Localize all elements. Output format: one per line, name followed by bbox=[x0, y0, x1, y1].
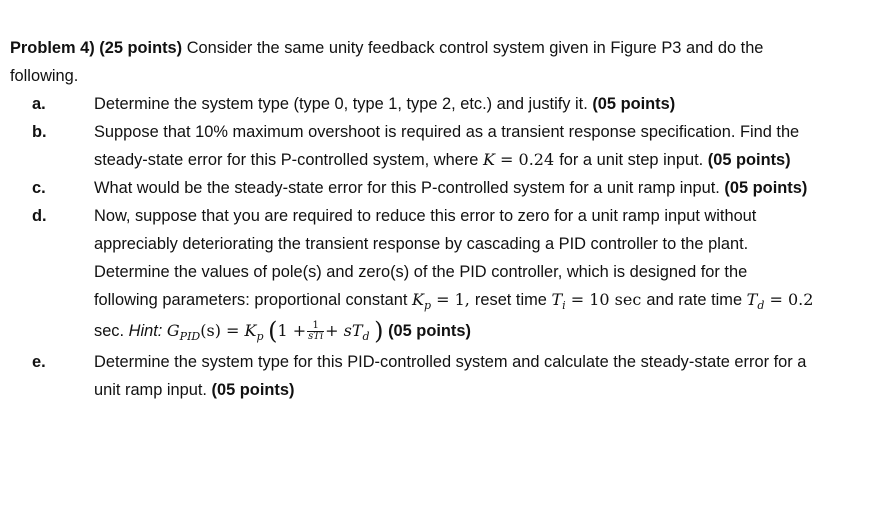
math-ti-sub: i bbox=[562, 299, 566, 312]
item-b-text-post: for a unit step input. bbox=[559, 151, 704, 169]
math-ti-value: = 10 sec bbox=[565, 290, 647, 309]
math-g-arg: (s) = bbox=[200, 321, 245, 340]
math-td: T bbox=[746, 290, 758, 309]
problem-intro-line-1 bbox=[10, 34, 882, 62]
sub-question-d bbox=[32, 202, 882, 348]
math-kp-sub: p bbox=[423, 299, 431, 312]
hint-label: Hint: bbox=[128, 322, 163, 340]
item-letter-b: b. bbox=[32, 123, 47, 141]
item-d-line-3: Determine the values of pole(s) and zero(s) of the PID controller, which is designed for the bbox=[94, 263, 748, 281]
item-d-text-a: following parameters: proportional constant bbox=[94, 291, 408, 309]
problem-intro-text: Consider the same unity feedback control system given in Figure P3 and do the bbox=[186, 39, 764, 57]
item-letter-d: d. bbox=[32, 207, 47, 225]
sub-question-c bbox=[32, 174, 882, 202]
item-d-line-2: appreciably deteriorating the transient response by cascading a PID controller to the plant. bbox=[94, 235, 749, 253]
item-d-sec: sec. bbox=[94, 322, 125, 340]
math-ti: T bbox=[551, 290, 563, 309]
item-a-points: (05 points) bbox=[592, 95, 676, 113]
item-body-c bbox=[94, 174, 882, 202]
item-a-text: Determine the system type (type 0, type 1, type 2, etc.) and justify it. bbox=[94, 95, 588, 113]
sub-question-e bbox=[32, 348, 882, 404]
item-body-e bbox=[94, 348, 882, 404]
math-fraction bbox=[307, 321, 324, 342]
fraction-numerator: 1 bbox=[307, 321, 324, 332]
item-d-text-b: reset time bbox=[474, 291, 547, 309]
item-d-points: (05 points) bbox=[388, 322, 471, 340]
problem-intro-line-2: following. bbox=[10, 67, 79, 85]
sub-question-a bbox=[32, 90, 882, 118]
math-g-kp: K bbox=[244, 321, 257, 340]
item-body-a bbox=[94, 90, 882, 118]
math-one-plus: 1 + bbox=[277, 321, 307, 340]
item-d-text-c: and rate time bbox=[646, 291, 743, 309]
sub-question-b bbox=[32, 118, 882, 174]
item-c-points: (05 points) bbox=[724, 179, 808, 197]
math-g-kp-sub: p bbox=[256, 330, 264, 343]
item-e-line-2 bbox=[94, 376, 882, 404]
item-letter-c: c. bbox=[32, 179, 46, 197]
problem-heading: Problem 4) (25 points) bbox=[10, 39, 183, 57]
item-c-line-1 bbox=[94, 174, 882, 202]
item-e-points: (05 points) bbox=[211, 381, 295, 399]
item-e-line-1: Determine the system type for this PID-controlled system and calculate the steady-state error for a bbox=[94, 353, 807, 371]
item-b-text-pre: steady-state error for this P-controlled system, where bbox=[94, 151, 479, 169]
item-body-d bbox=[94, 202, 882, 348]
item-b-points: (05 points) bbox=[707, 151, 791, 169]
item-body-b bbox=[94, 118, 882, 174]
math-kp: K bbox=[411, 290, 424, 309]
math-td-sub: d bbox=[757, 299, 765, 312]
item-d-line-5 bbox=[94, 314, 882, 348]
math-g-td: T bbox=[351, 321, 363, 340]
item-d-line-1: Now, suppose that you are required to reduce this error to zero for a unit ramp input without bbox=[94, 207, 757, 225]
item-e-text: unit ramp input. bbox=[94, 381, 207, 399]
item-letter-a: a. bbox=[32, 95, 46, 113]
math-gain-k: K bbox=[482, 150, 495, 169]
paren-close: ) bbox=[374, 317, 384, 345]
fraction-denominator: sTi bbox=[308, 331, 324, 343]
item-b-line-2 bbox=[94, 146, 882, 174]
math-g-sub: PID bbox=[179, 330, 201, 343]
math-plus-s: + s bbox=[325, 321, 352, 340]
sub-question-list bbox=[32, 90, 882, 404]
paren-open: ( bbox=[268, 317, 278, 345]
item-a-line-1 bbox=[94, 90, 882, 118]
math-g-td-sub: d bbox=[362, 330, 370, 343]
problem-document bbox=[10, 34, 882, 404]
math-g: G bbox=[166, 321, 180, 340]
item-d-line-4 bbox=[94, 286, 882, 314]
item-letter-e: e. bbox=[32, 353, 46, 371]
item-c-text: What would be the steady-state error for this P-controlled system for a unit ramp input. bbox=[94, 179, 720, 197]
item-b-line-1: Suppose that 10% maximum overshoot is required as a transient response specification. Find the bbox=[94, 123, 800, 141]
math-gain-value: = 0.24 bbox=[494, 150, 560, 169]
math-td-value: = 0.2 bbox=[764, 290, 814, 309]
math-kp-value: = 1, bbox=[430, 290, 475, 309]
